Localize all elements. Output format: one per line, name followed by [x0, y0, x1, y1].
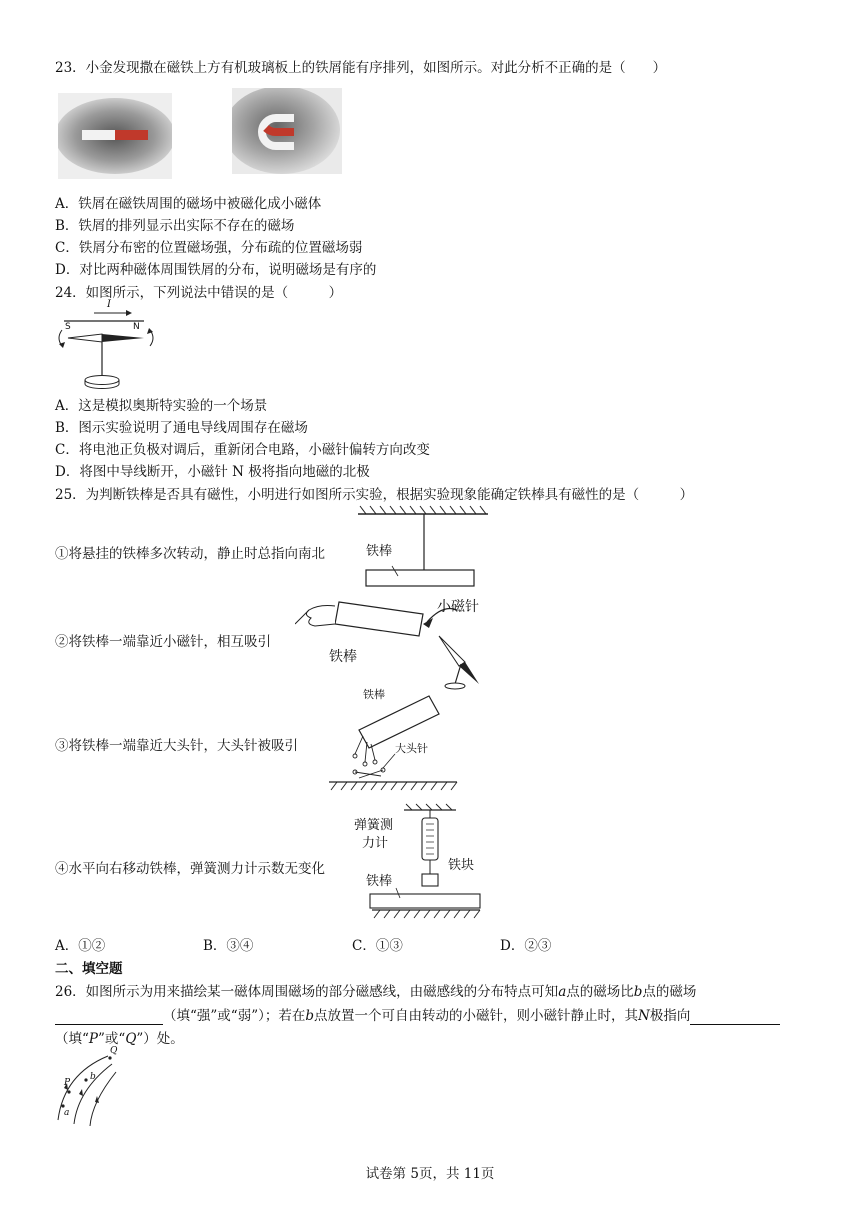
q26-text: 点的磁场比 — [566, 984, 634, 1000]
q25-item-4: ④水平向右移动铁棒，弹簧测力计示数无变化 — [55, 861, 325, 877]
iron-block-label: 铁块 — [448, 858, 475, 873]
q25-stem: 25．为判断铁棒是否具有磁性，小明进行如图所示实验，根据实验现象能确定铁棒具有磁性的是（ ） — [55, 487, 694, 503]
bar-magnet-iron-filings-photo — [58, 93, 172, 179]
spring-scale-over-rod-figure — [350, 802, 500, 924]
q26-text: 点放置一个可自由转动的小磁针，则小磁针静止时，其 — [314, 1008, 639, 1024]
q26-line-2 — [55, 1004, 780, 1025]
rod-label-3: 铁棒 — [363, 688, 385, 701]
rod-near-compass-figure — [295, 592, 495, 692]
q25-option-a: A．①② — [55, 938, 106, 954]
q25-item-3: ③将铁棒一端靠近大头针，大头针被吸引 — [55, 738, 298, 754]
point-b-ref: b — [305, 1008, 315, 1024]
q26-text: （填“ — [55, 1031, 89, 1047]
q25-item-2: ②将铁棒一端靠近小磁针，相互吸引 — [55, 634, 271, 650]
point-p-ref: P — [88, 1031, 98, 1047]
n-pole-ref: N — [638, 1008, 650, 1024]
q26-text: （填“强”或“弱”）；若在 — [163, 1008, 306, 1024]
q25-item-1: ①将悬挂的铁棒多次转动，静止时总指向南北 — [55, 546, 325, 562]
q25-option-b: B．③④ — [203, 938, 254, 954]
q25-option-d: D．②③ — [500, 938, 552, 954]
q24-option-d: D．将图中导线断开，小磁针 N 极将指向地磁的北极 — [55, 464, 370, 480]
magnetic-field-lines-figure — [50, 1046, 120, 1130]
oersted-experiment-figure — [52, 299, 162, 390]
q23-option-b: B．铁屑的排列显示出实际不存在的磁场 — [55, 218, 295, 234]
q23-option-c: C．铁屑分布密的位置磁场强，分布疏的位置磁场弱 — [55, 240, 363, 256]
q26-line-1 — [55, 980, 696, 1000]
q23-option-a: A．铁屑在磁铁周围的磁场中被磁化成小磁体 — [55, 196, 322, 212]
label-p: P — [64, 1078, 71, 1088]
q26-text: ”或“ — [98, 1031, 126, 1047]
pins-label: 大头针 — [395, 742, 428, 755]
q23-option-d: D．对比两种磁体周围铁屑的分布，说明磁场是有序的 — [55, 262, 377, 278]
q26-text: ”）处。 — [136, 1031, 184, 1047]
q24-stem: 24．如图所示，下列说法中错误的是（ ） — [55, 285, 343, 301]
label-a: a — [64, 1108, 70, 1118]
horseshoe-magnet-iron-filings-photo — [232, 88, 342, 174]
page-footer: 试卷第 5页，共 11页 — [365, 1166, 495, 1182]
q26-text: 点的磁场 — [642, 984, 697, 1000]
hanging-iron-rod-figure — [350, 504, 495, 592]
q25-option-c: C．①③ — [352, 938, 403, 954]
q26-line-3 — [55, 1027, 184, 1047]
s-pole-label: S — [65, 322, 71, 332]
rod-label-2: 铁棒 — [329, 649, 357, 665]
rod-label-4: 铁棒 — [366, 874, 393, 889]
current-label: I — [107, 299, 111, 310]
point-q-ref: Q — [125, 1031, 137, 1047]
q24-option-a: A．这是模拟奥斯特实验的一个场景 — [55, 398, 268, 414]
answer-blank-2[interactable] — [690, 1008, 780, 1025]
q26-text: 26．如图所示为用来描绘某一磁体周围磁场的部分磁感线，由磁感线的分布特点可知 — [55, 984, 559, 1000]
q23-stem: 23．小金发现撒在磁铁上方有机玻璃板上的铁屑能有序排列，如图所示。对此分析不正确的是（ ） — [55, 60, 667, 76]
spring-scale-label-line2: 力计 — [362, 836, 389, 851]
spring-scale-label-line1: 弹簧测 — [354, 818, 394, 833]
point-b-ref: b — [633, 984, 643, 1000]
compass-needle-label: 小磁针 — [437, 599, 479, 615]
label-b: b — [90, 1072, 96, 1082]
section-title: 二、填空题 — [55, 961, 123, 977]
n-pole-label: N — [133, 322, 140, 332]
q26-text: 极指向 — [649, 1008, 691, 1024]
point-a-ref: a — [558, 984, 567, 1000]
rod-label-1: 铁棒 — [366, 544, 393, 559]
label-q: Q — [110, 1046, 118, 1056]
rod-attracts-pins-figure — [325, 688, 475, 792]
q24-option-c: C．将电池正负极对调后，重新闭合电路，小磁针偏转方向改变 — [55, 442, 430, 458]
q24-option-b: B．图示实验说明了通电导线周围存在磁场 — [55, 420, 308, 436]
answer-blank-1[interactable] — [55, 1008, 163, 1025]
